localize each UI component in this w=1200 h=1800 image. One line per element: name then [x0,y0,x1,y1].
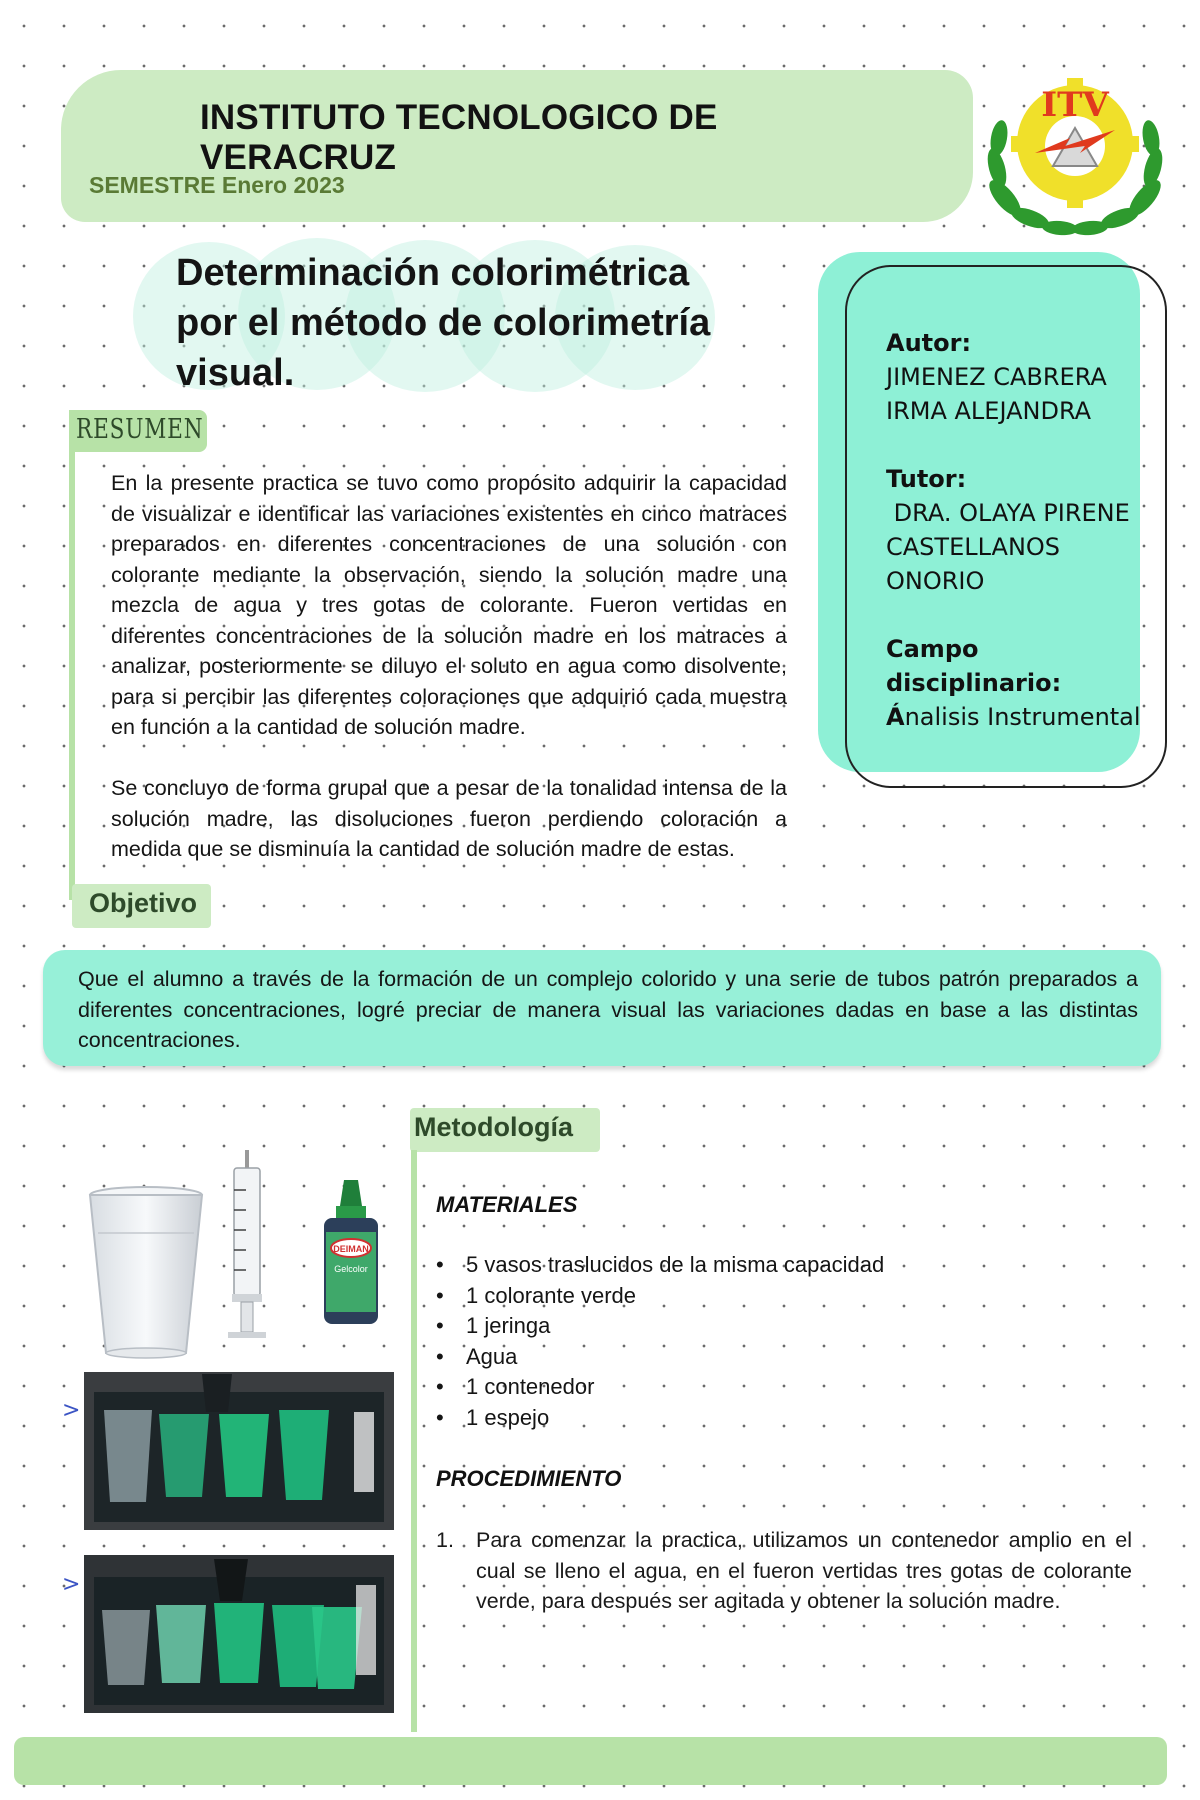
resumen-rule [69,450,75,900]
procedure-heading: PROCEDIMIENTO [436,1466,622,1491]
materials-list [436,1250,1076,1433]
experiment-photo-1 [84,1372,394,1530]
list-item: • 5 vasos traslucidos de la misma capacidad [436,1250,1076,1281]
author-label: Autor: [886,329,972,357]
semester-label: SEMESTRE Enero 2023 [89,172,345,198]
list-item: • 1 espejo [436,1403,1076,1434]
institution-title: INSTITUTO TECNOLOGICO DE VERACRUZ [200,98,718,177]
conclusion-paragraph: Se concluyo de forma grupal que a pesar de la tonalidad intensa de la solución madre, las disoluciones fueron perdiendo coloración a medida que se disminuía la cantidad de solución madre de estas. [111,776,787,861]
objetivo-heading: Objetivo [89,888,198,918]
arrow-marker-icon: > [62,1398,81,1423]
metodologia-rule [411,1150,417,1732]
procedure-step [436,1525,1132,1617]
list-item: • Agua [436,1342,1076,1373]
metodologia-heading: Metodología [414,1112,573,1142]
materials-heading: MATERIALES [436,1192,578,1217]
field-label: Campo disciplinario: [886,635,1062,697]
poster-title: Determinación colorimétrica por el método de colorimetría visual. [176,252,711,394]
syringe-image [222,1150,272,1350]
list-item: • 1 colorante verde [436,1281,1076,1312]
svg-text:Gelcolor: Gelcolor [334,1264,368,1274]
objetivo-text: Que el alumno a través de la formación de un complejo colorido y una serie de tubos patrón preparados a diferentes concentraciones, logré preciar de manera visual las variaciones dadas en base a las distintas concentraciones. [78,967,1138,1052]
field-value: Ánalisis Instrumental [886,703,1141,731]
arrow-marker-icon: > [62,1572,81,1597]
step-text: Para comenzar la practica, utilizamos un contenedor amplio en el cual se lleno el agua, en el fueron vertidas tres gotas de colorante verde, para después ser agitada y obtener la solución madre. [476,1528,1132,1613]
tutor-label: Tutor: [886,465,967,493]
footer-bar [14,1737,1167,1785]
resumen-heading: RESUMEN [76,414,204,445]
list-item: • 1 contenedor [436,1372,1076,1403]
abstract-paragraph: En la presente practica se tuvo como propósito adquirir la capacidad de visualizar e identificar las variaciones existentes en cinco matraces preparados en diferentes concentraciones de una solución con colorante mediante la observación, siendo la solución madre una mezcla de agua y tres gotas de colorante. Fueron vertidas en diferentes concentraciones de la solución madre en los matraces a analizar, posteriormente se diluyo el soluto en agua como disolvente, para si percibir las diferentes coloraciones que adquirió cada muestra en función a la cantidad de solución madre. [111,471,787,739]
author-name: JIMENEZ CABRERA IRMA ALEJANDRA [886,363,1107,425]
svg-text:DEIMAN: DEIMAN [333,1244,369,1254]
experiment-photo-2 [84,1555,394,1713]
author-card-content [886,326,1156,734]
itv-logo-icon [975,58,1175,248]
tutor-name: DRA. OLAYA PIRENE CASTELLANOS ONORIO [886,499,1138,595]
green-dye-bottle-image [318,1180,384,1330]
svg-text:ITV: ITV [1041,85,1109,125]
plastic-cup-image [86,1185,206,1360]
procedure-steps [436,1525,1132,1617]
step-number: 1. [436,1528,454,1552]
list-item: • 1 jeringa [436,1311,1076,1342]
